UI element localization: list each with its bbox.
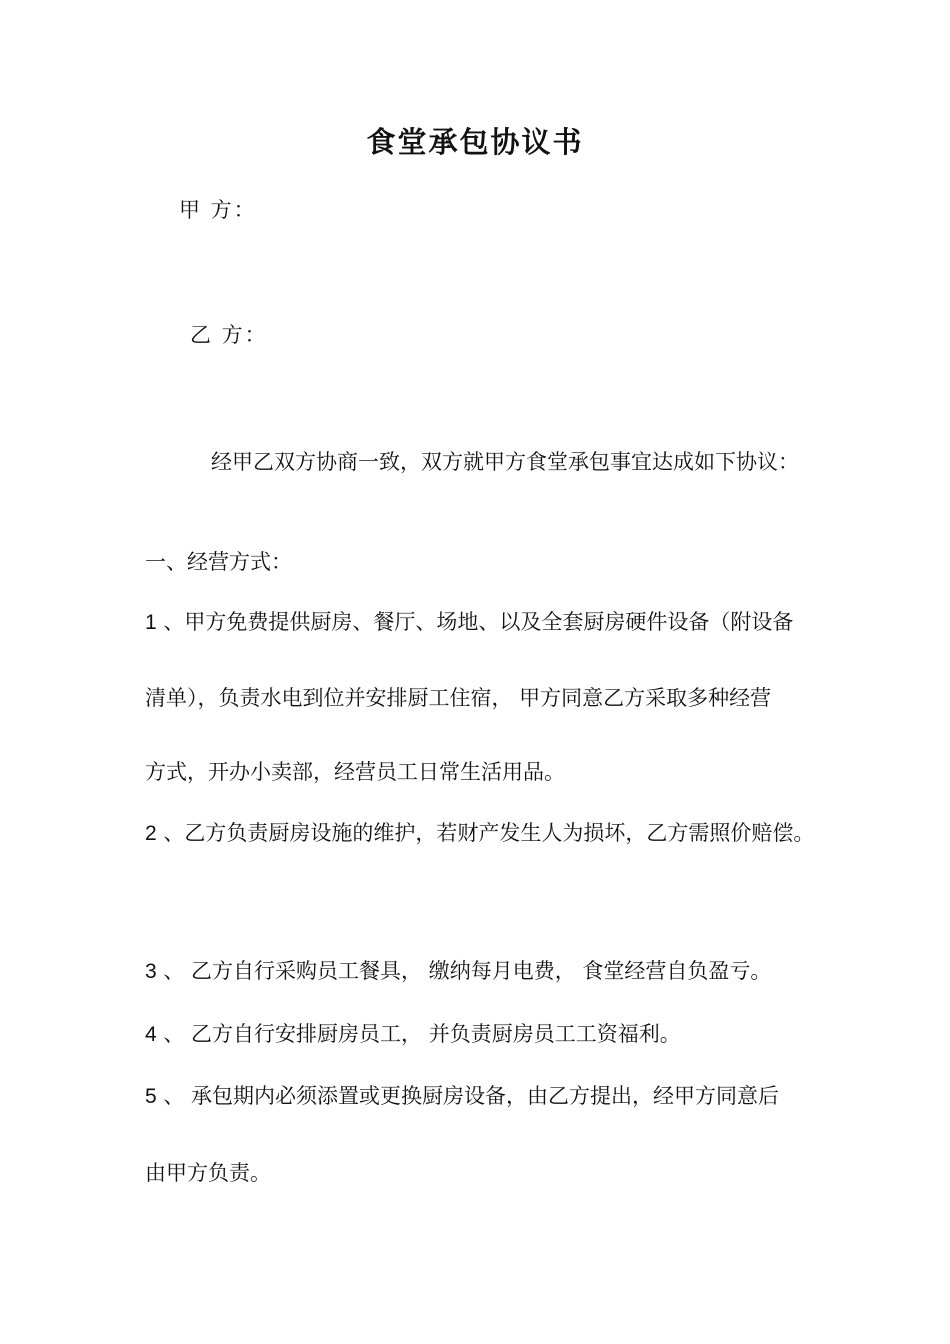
item-1-text: 、甲方免费提供厨房、餐厅、场地、以及全套厨房硬件设备（附设备	[156, 610, 794, 634]
item-3-number: 3	[145, 960, 157, 983]
party-b-label: 乙 方：	[190, 323, 268, 347]
document-title: 食堂承包协议书	[366, 125, 584, 159]
item-5-line-2: 由甲方负责。	[145, 1161, 271, 1185]
item-2-text: 、乙方负责厨房设施的维护，若财产发生人为损坏，乙方需照价赔偿。	[156, 821, 815, 845]
item-5-text: 、 承包期内必须添置或更换厨房设备，由乙方提出，经甲方同意后	[156, 1084, 780, 1108]
item-5-line-1	[145, 1082, 779, 1111]
item-1-line-1	[145, 608, 793, 637]
item-1-line-2: 清单），负责水电到位并安排厨工住宿， 甲方同意乙方采取多种经营	[145, 686, 772, 710]
item-3-text: 、 乙方自行采购员工餐具， 缴纳每月电费， 食堂经营自负盈亏。	[156, 959, 772, 983]
item-2-number: 2	[145, 822, 157, 845]
item-4-number: 4	[145, 1023, 157, 1046]
item-3-line-1	[145, 957, 771, 986]
intro-paragraph: 经甲乙双方协商一致，双方就甲方食堂承包事宜达成如下协议：	[211, 450, 799, 474]
item-5-number: 5	[145, 1085, 157, 1108]
item-2-line-1	[145, 819, 814, 848]
section-heading: 一、经营方式：	[145, 550, 292, 574]
item-1-line-3: 方式，开办小卖部，经营员工日常生活用品。	[145, 760, 565, 784]
item-4-line-1	[145, 1020, 681, 1049]
party-a-label: 甲 方：	[179, 198, 257, 222]
item-1-number: 1	[145, 611, 157, 634]
item-4-text: 、 乙方自行安排厨房员工， 并负责厨房员工工资福利。	[156, 1022, 681, 1046]
